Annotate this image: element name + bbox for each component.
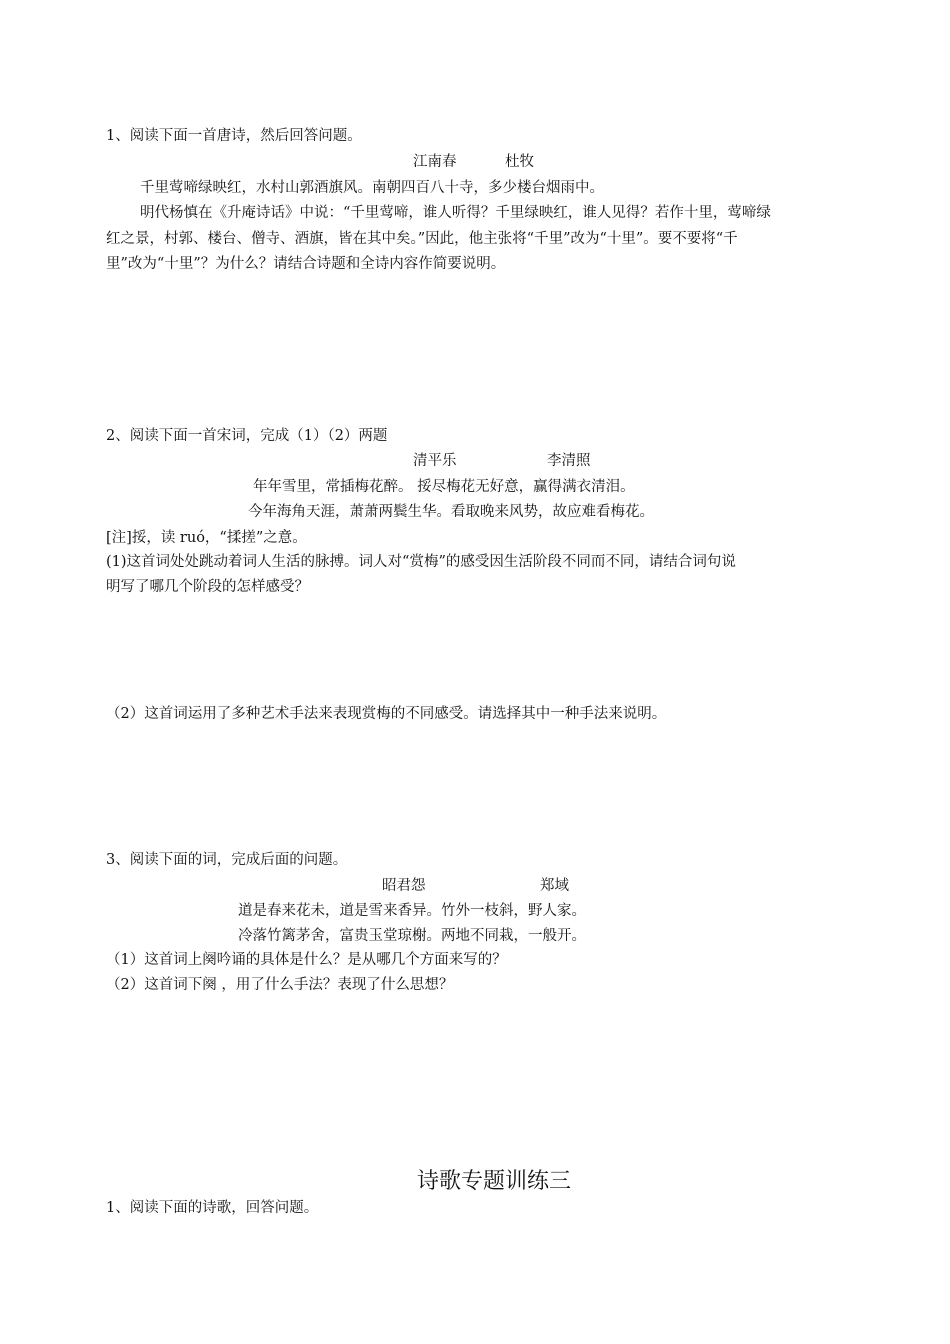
section-heading: 1、阅读下面的诗歌，回答问题。 xyxy=(106,1200,319,1216)
q3-sub2: （2）这首词下阕 ，用了什么手法？表现了什么思想？ xyxy=(106,977,454,993)
q2-poem-title: 清平乐 xyxy=(413,453,457,469)
q2-sub1-line-2: 明写了哪几个阶段的怎样感受？ xyxy=(106,579,309,595)
q3-author: 郑域 xyxy=(540,878,569,894)
q2-poem-line-1: 年年雪里，常插梅花醉。 挼尽梅花无好意，赢得满衣清泪。 xyxy=(253,479,635,495)
q3-poem-line-2: 冷落竹篱茅舍，富贵玉堂琼榭。两地不同栽，一般开。 xyxy=(238,928,586,944)
q1-paragraph-line-3: 里”改为“十里”？为什么？请结合诗题和全诗内容作简要说明。 xyxy=(106,256,506,272)
q3-sub1: （1）这首词上阕吟诵的具体是什么？是从哪几个方面来写的？ xyxy=(106,952,507,968)
q1-paragraph-line-2: 红之景，村郭、楼台、僧寺、酒旗，皆在其中矣。”因此，他主张将“千里”改为“十里”。要不要将“千 xyxy=(106,231,738,247)
q3-poem-title: 昭君怨 xyxy=(382,878,426,894)
q1-author: 杜牧 xyxy=(505,154,534,170)
q2-author: 李清照 xyxy=(547,453,591,469)
q3-poem-line-1: 道是春来花未，道是雪来香异。竹外一枝斜，野人家。 xyxy=(238,903,586,919)
q1-poem: 千里莺啼绿映红，水村山郭酒旗风。南朝四百八十寺，多少楼台烟雨中。 xyxy=(140,180,604,196)
q2-sub2: （2）这首词运用了多种艺术手法来表现赏梅的不同感受。请选择其中一种手法来说明。 xyxy=(106,706,667,722)
q2-sub1-line-1: (1)这首词处处跳动着词人生活的脉搏。词人对“赏梅”的感受因生活阶段不同而不同，请结合词句说 xyxy=(106,554,736,570)
q3-heading: 3、阅读下面的词，完成后面的问题。 xyxy=(106,852,348,868)
q2-poem-line-2: 今年海角天涯，萧萧两鬓生华。看取晚来风势，故应难看梅花。 xyxy=(248,504,654,520)
q1-paragraph-line-1: 明代杨慎在《升庵诗话》中说：“千里莺啼，谁人听得？千里绿映红，谁人见得？若作十里，莺啼绿 xyxy=(140,205,771,221)
q2-note: [注]挼，读 ruó，“揉搓”之意。 xyxy=(106,530,307,546)
q1-heading: 1、阅读下面一首唐诗，然后回答问题。 xyxy=(106,128,362,144)
q1-poem-title: 江南春 xyxy=(413,154,457,170)
section-title: 诗歌专题训练三 xyxy=(417,1169,572,1194)
q2-heading: 2、阅读下面一首宋词，完成（1）（2）两题 xyxy=(106,428,388,444)
